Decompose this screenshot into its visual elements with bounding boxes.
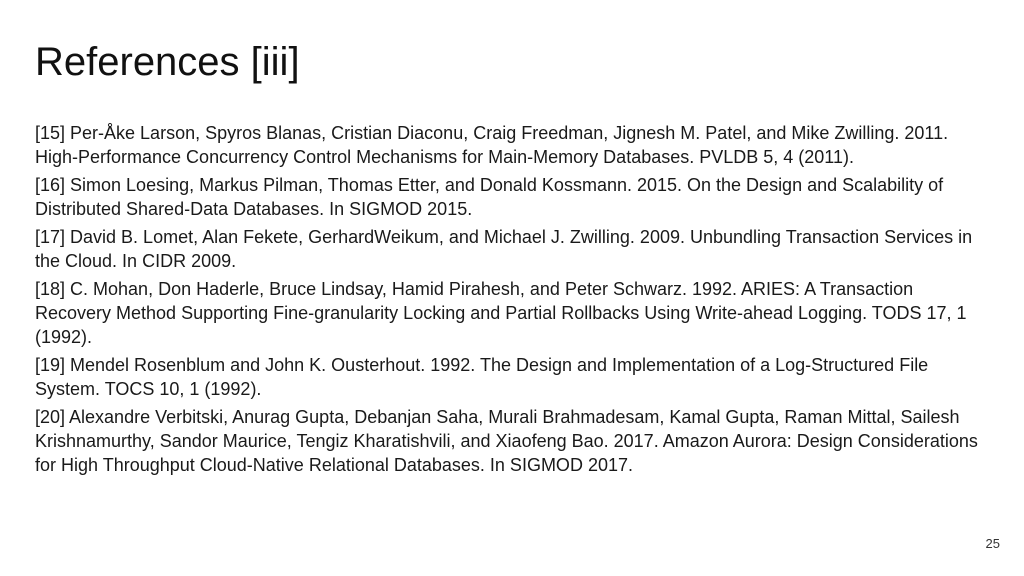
reference-item: [19] Mendel Rosenblum and John K. Ousterhout. 1992. The Design and Implementation of a Log-Structured File System. TOCS 10, 1 (1992). [35, 355, 929, 399]
reference-item: [16] Simon Loesing, Markus Pilman, Thomas Etter, and Donald Kossmann. 2015. On the Design and Scalability of Distributed Shared-Data Databases. In SIGMOD 2015. [35, 175, 944, 219]
reference-item: [15] Per-Åke Larson, Spyros Blanas, Cristian Diaconu, Craig Freedman, Jignesh M. Patel, and Mike Zwilling. 2011. High-Performance Concurrency Control Mechanisms for Main-Memory Databases. PVLDB 5, 4 (2011). [35, 123, 949, 167]
reference-item: [17] David B. Lomet, Alan Fekete, GerhardWeikum, and Michael J. Zwilling. 2009. Unbundling Transaction Services in the Cloud. In CIDR 2009. [35, 227, 973, 271]
reference-item: [20] Alexandre Verbitski, Anurag Gupta, Debanjan Saha, Murali Brahmadesam, Kamal Gupta, Raman Mittal, Sailesh Krishnamurthy, Sandor Maurice, Tengiz Kharatishvili, and Xiaofeng Bao. 2017. Amazon Aurora: Design Considerations for High Throughput Cloud-Native Relational Databases. In SIGMOD 2017. [35, 407, 978, 475]
slide-number: 25 [985, 536, 1000, 551]
reference-item: [18] C. Mohan, Don Haderle, Bruce Lindsay, Hamid Pirahesh, and Peter Schwarz. 1992. ARIES: A Transaction Recovery Method Supporting Fine-granularity Locking and Partial Rollbacks Using Write-ahead Logging. TODS 17, 1 (1992). [35, 279, 967, 347]
slide-title: References [iii] [35, 40, 300, 84]
reference-list [35, 121, 985, 481]
